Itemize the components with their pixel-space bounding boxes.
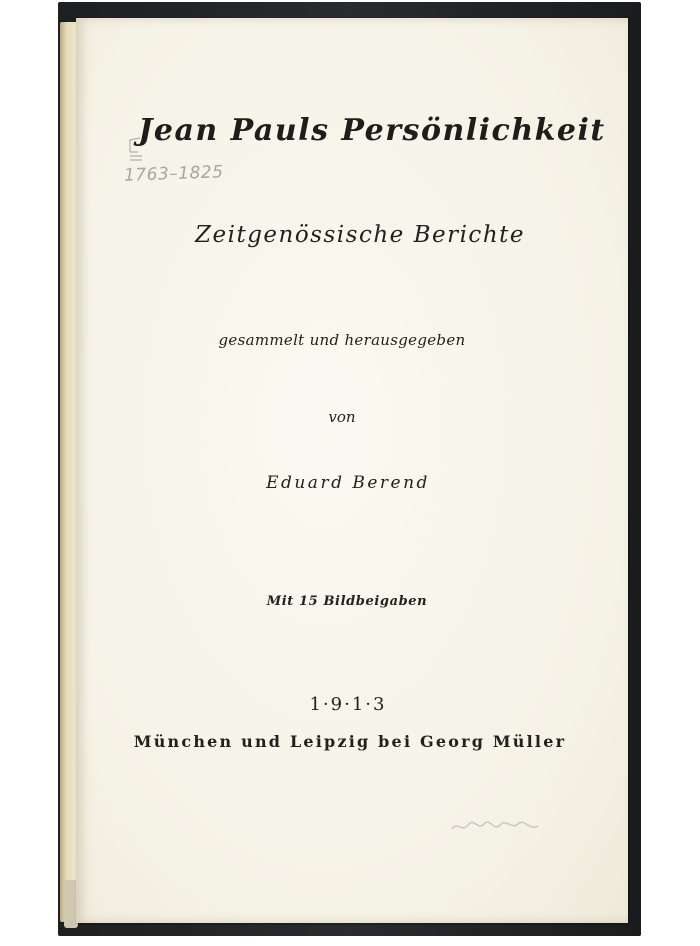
title-page: [76, 18, 628, 923]
edited-by-line: gesammelt und herausgegeben: [218, 331, 466, 349]
author-name: Eduard Berend: [266, 473, 430, 493]
pencil-scribble-mark: [448, 815, 548, 837]
pencil-dates-note: 1763–1825: [123, 162, 224, 186]
publisher-line: München und Leipzig bei Georg Müller: [133, 732, 567, 751]
von-line: von: [328, 408, 356, 426]
illustrations-note: Mit 15 Bildbeigaben: [266, 594, 428, 609]
publication-year: 1·9·1·3: [309, 694, 387, 715]
book-title: Jean Pauls Persönlichkeit: [138, 113, 606, 148]
book-subtitle: Zeitgenössische Berichte: [195, 222, 525, 248]
pencil-bracket-mark: [126, 136, 148, 166]
